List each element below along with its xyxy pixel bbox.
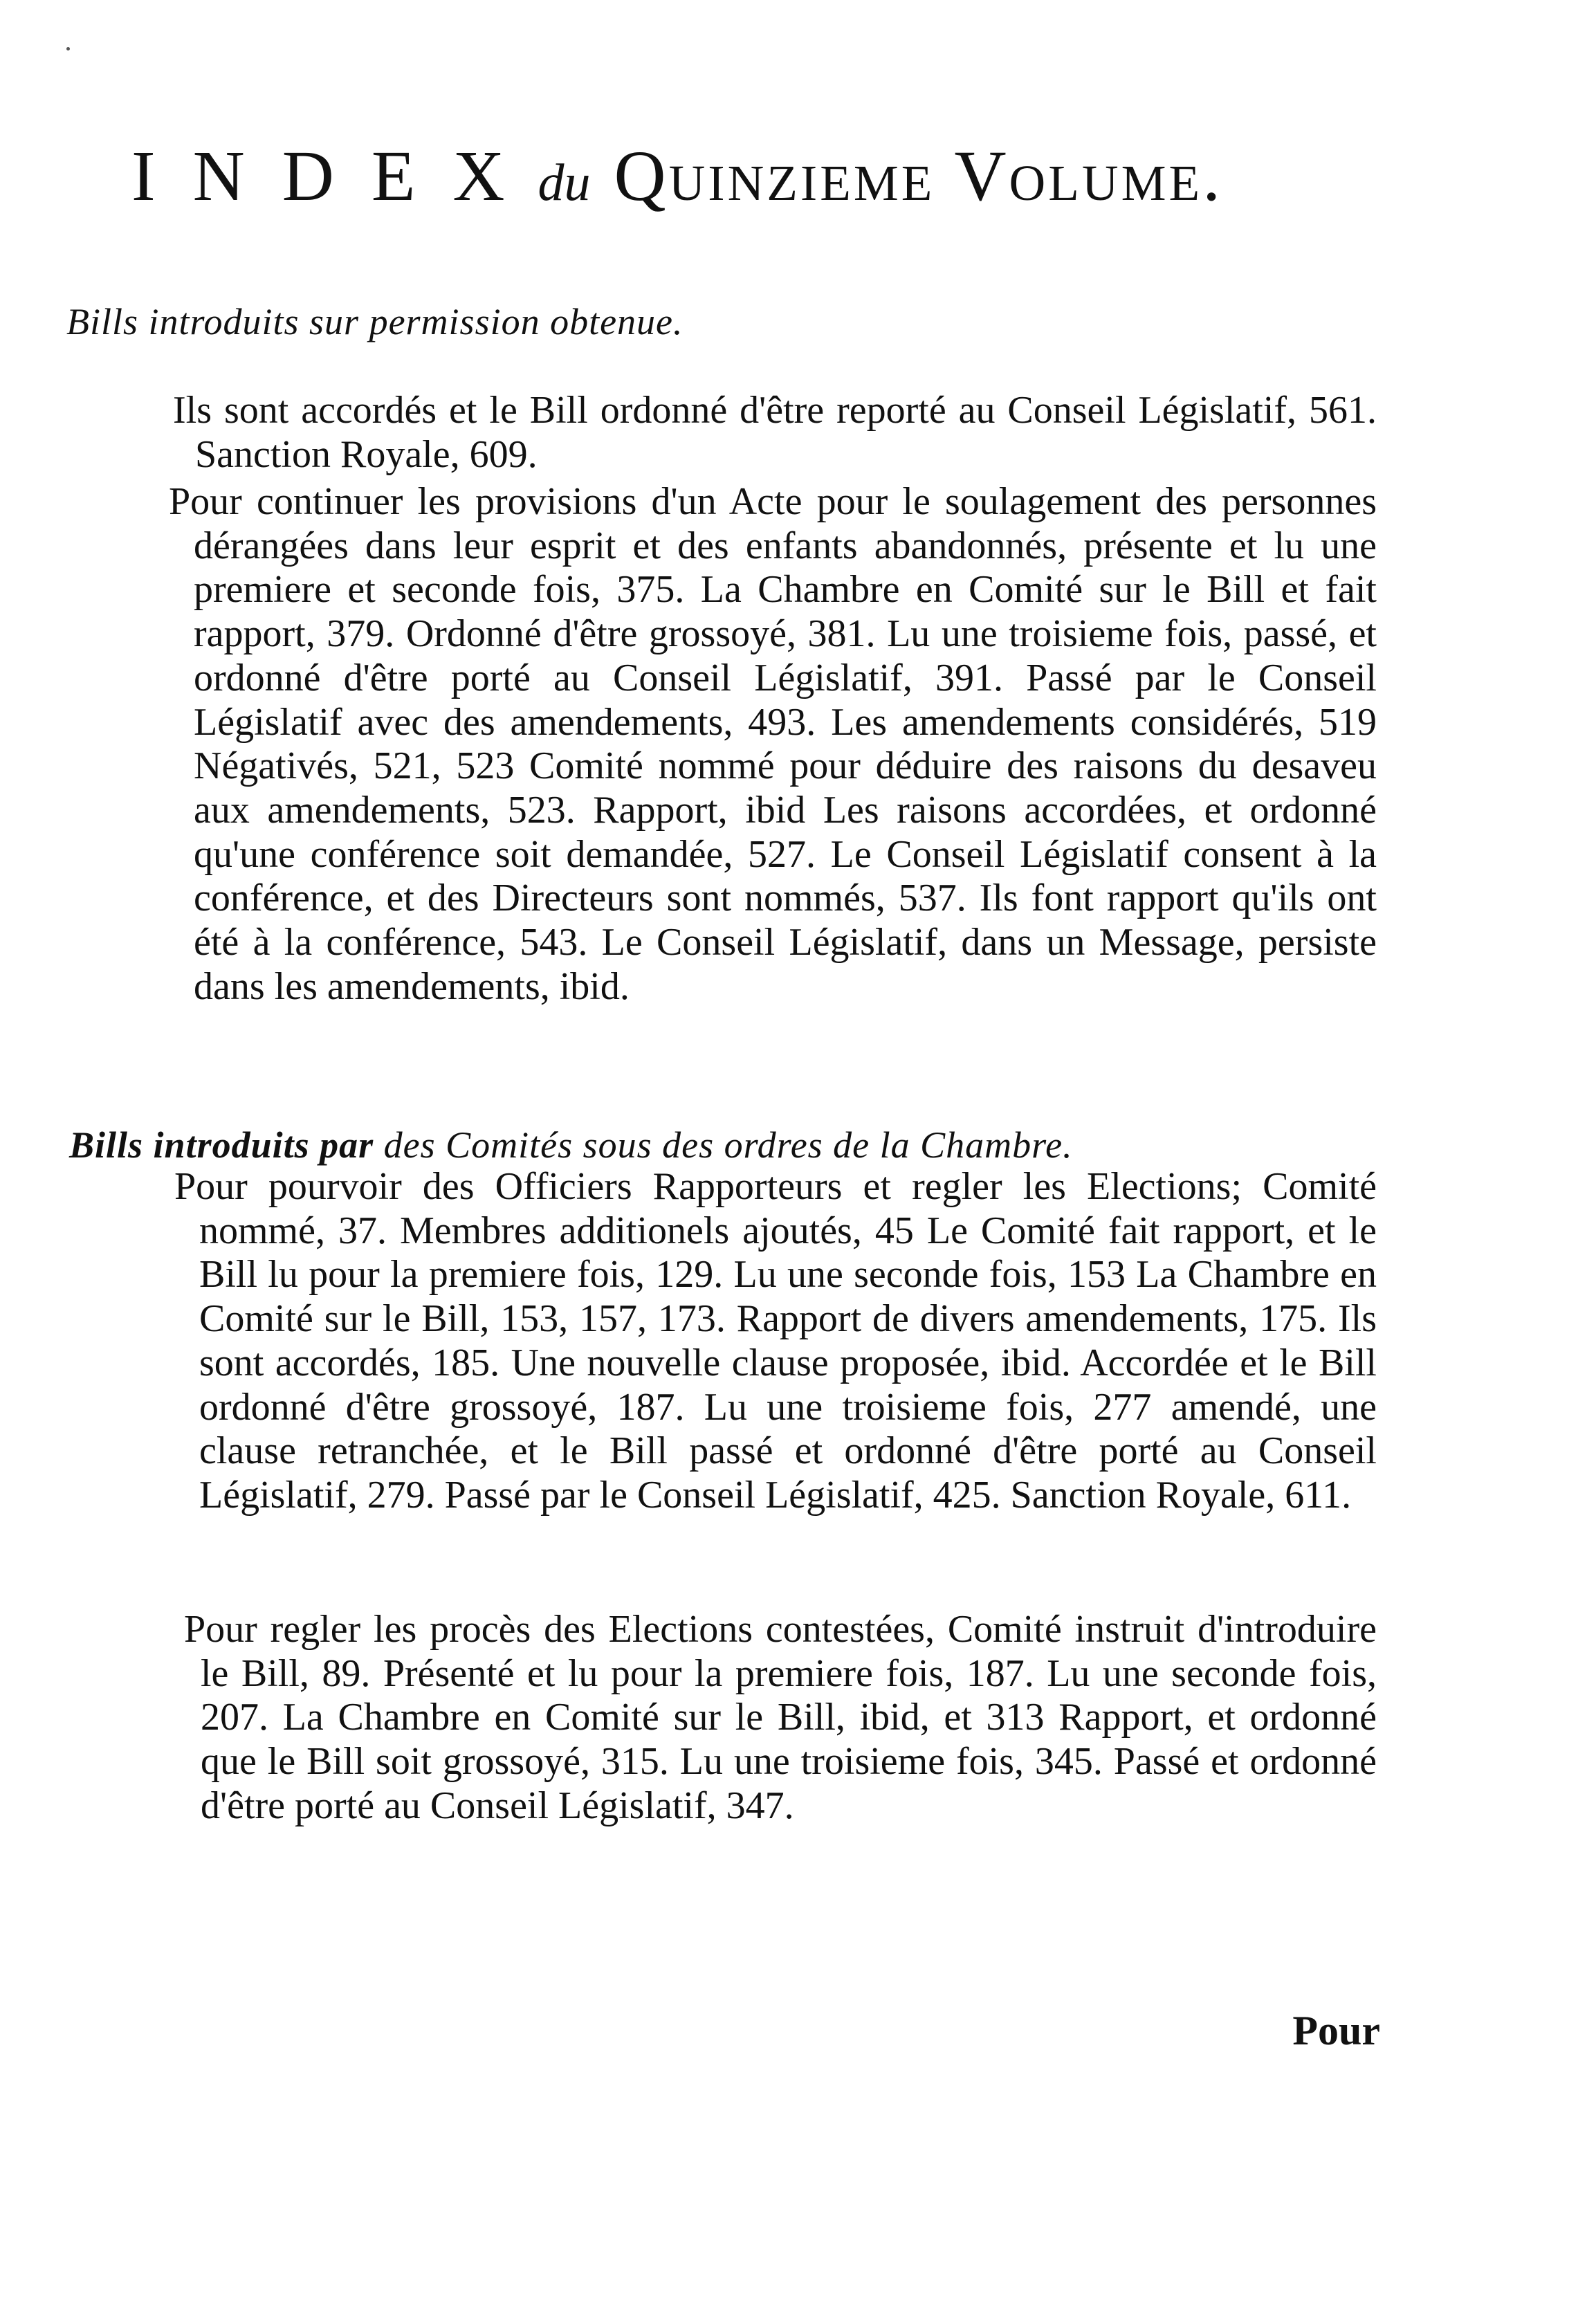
section-heading-permission: Bills introduits sur permission obtenue. — [66, 301, 684, 342]
index-entry — [173, 389, 1377, 477]
index-entry — [174, 1165, 1377, 1518]
page-title — [131, 131, 1349, 228]
title-volume: Quinzieme Volume. — [614, 136, 1224, 216]
print-speck — [66, 47, 70, 51]
title-index: I N D E X — [131, 136, 515, 216]
section-heading-rest: des Comités sous des ordres de la Chambre. — [383, 1124, 1073, 1166]
section-heading-comites — [69, 1121, 1073, 1169]
index-entry — [184, 1608, 1377, 1829]
index-entry-text: Pour regler les procès des Elections contestées, Comité instruit d'introduire le Bill, 89. Présenté et lu pour la premiere fois, 187. Lu une seconde fois, 207. La Chambre en Comité sur le Bill, ibid, et 313 Rapport, et ordonné que le Bill soit grossoyé, 315. Lu une troisieme fois, 345. Passé et ordonné d'être porté au Conseil Législatif, 347. — [184, 1608, 1377, 1827]
index-entry-text: Pour continuer les provisions d'un Acte pour le soulagement des personnes dérangées dans leur esprit et des enfants abandonnés, présente et lu une premiere et seconde fois, 375. La Chambre en Comité sur le Bill et fait rapport, 379. Ordonné d'être grossoyé, 381. Lu une troisieme fois, passé, et ordonné d'être porté au Conseil Législatif, 391. Passé par le Conseil Législatif avec des amendements, 493. Les amendements considérés, 519 Négativés, 521, 523 Comité nommé pour déduire des raisons du desaveu aux amendements, 523. Rapport, ibid Les raisons accordées, et ordonné qu'une conférence soit demandée, 527. Le Conseil Législatif consent à la conférence, et des Directeurs sont nommés, 537. Ils font rapport qu'ils ont été à la conférence, 543. Le Conseil Législatif, dans un Message, persiste dans les amendements, ibid. — [169, 480, 1377, 1008]
index-entry-text: Ils sont accordés et le Bill ordonné d'être reporté au Conseil Législatif, 561. Sanction Royale, 609. — [173, 389, 1377, 476]
index-entry — [169, 480, 1377, 1009]
catchword: Pour — [1292, 2008, 1380, 2053]
section-heading-lead: Bills introduits par — [69, 1124, 374, 1166]
index-entry-text: Pour pourvoir des Officiers Rapporteurs et regler les Elections; Comité nommé, 37. Membres additionels ajoutés, 45 Le Comité fait rapport, et le Bill lu pour la premiere fois, 129. Lu une seconde fois, 153 La Chambre en Comité sur le Bill, 153, 157, 173. Rapport de divers amendements, 175. Ils sont accordés, 185. Une nouvelle clause proposée, ibid. Accordée et le Bill ordonné d'être grossoyé, 187. Lu une troisieme fois, 277 amendé, une clause retranchée, et le Bill passé et ordonné d'être porté au Conseil Législatif, 279. Passé par le Conseil Législatif, 425. Sanction Royale, 611. — [174, 1165, 1377, 1517]
title-du: du — [538, 154, 591, 212]
